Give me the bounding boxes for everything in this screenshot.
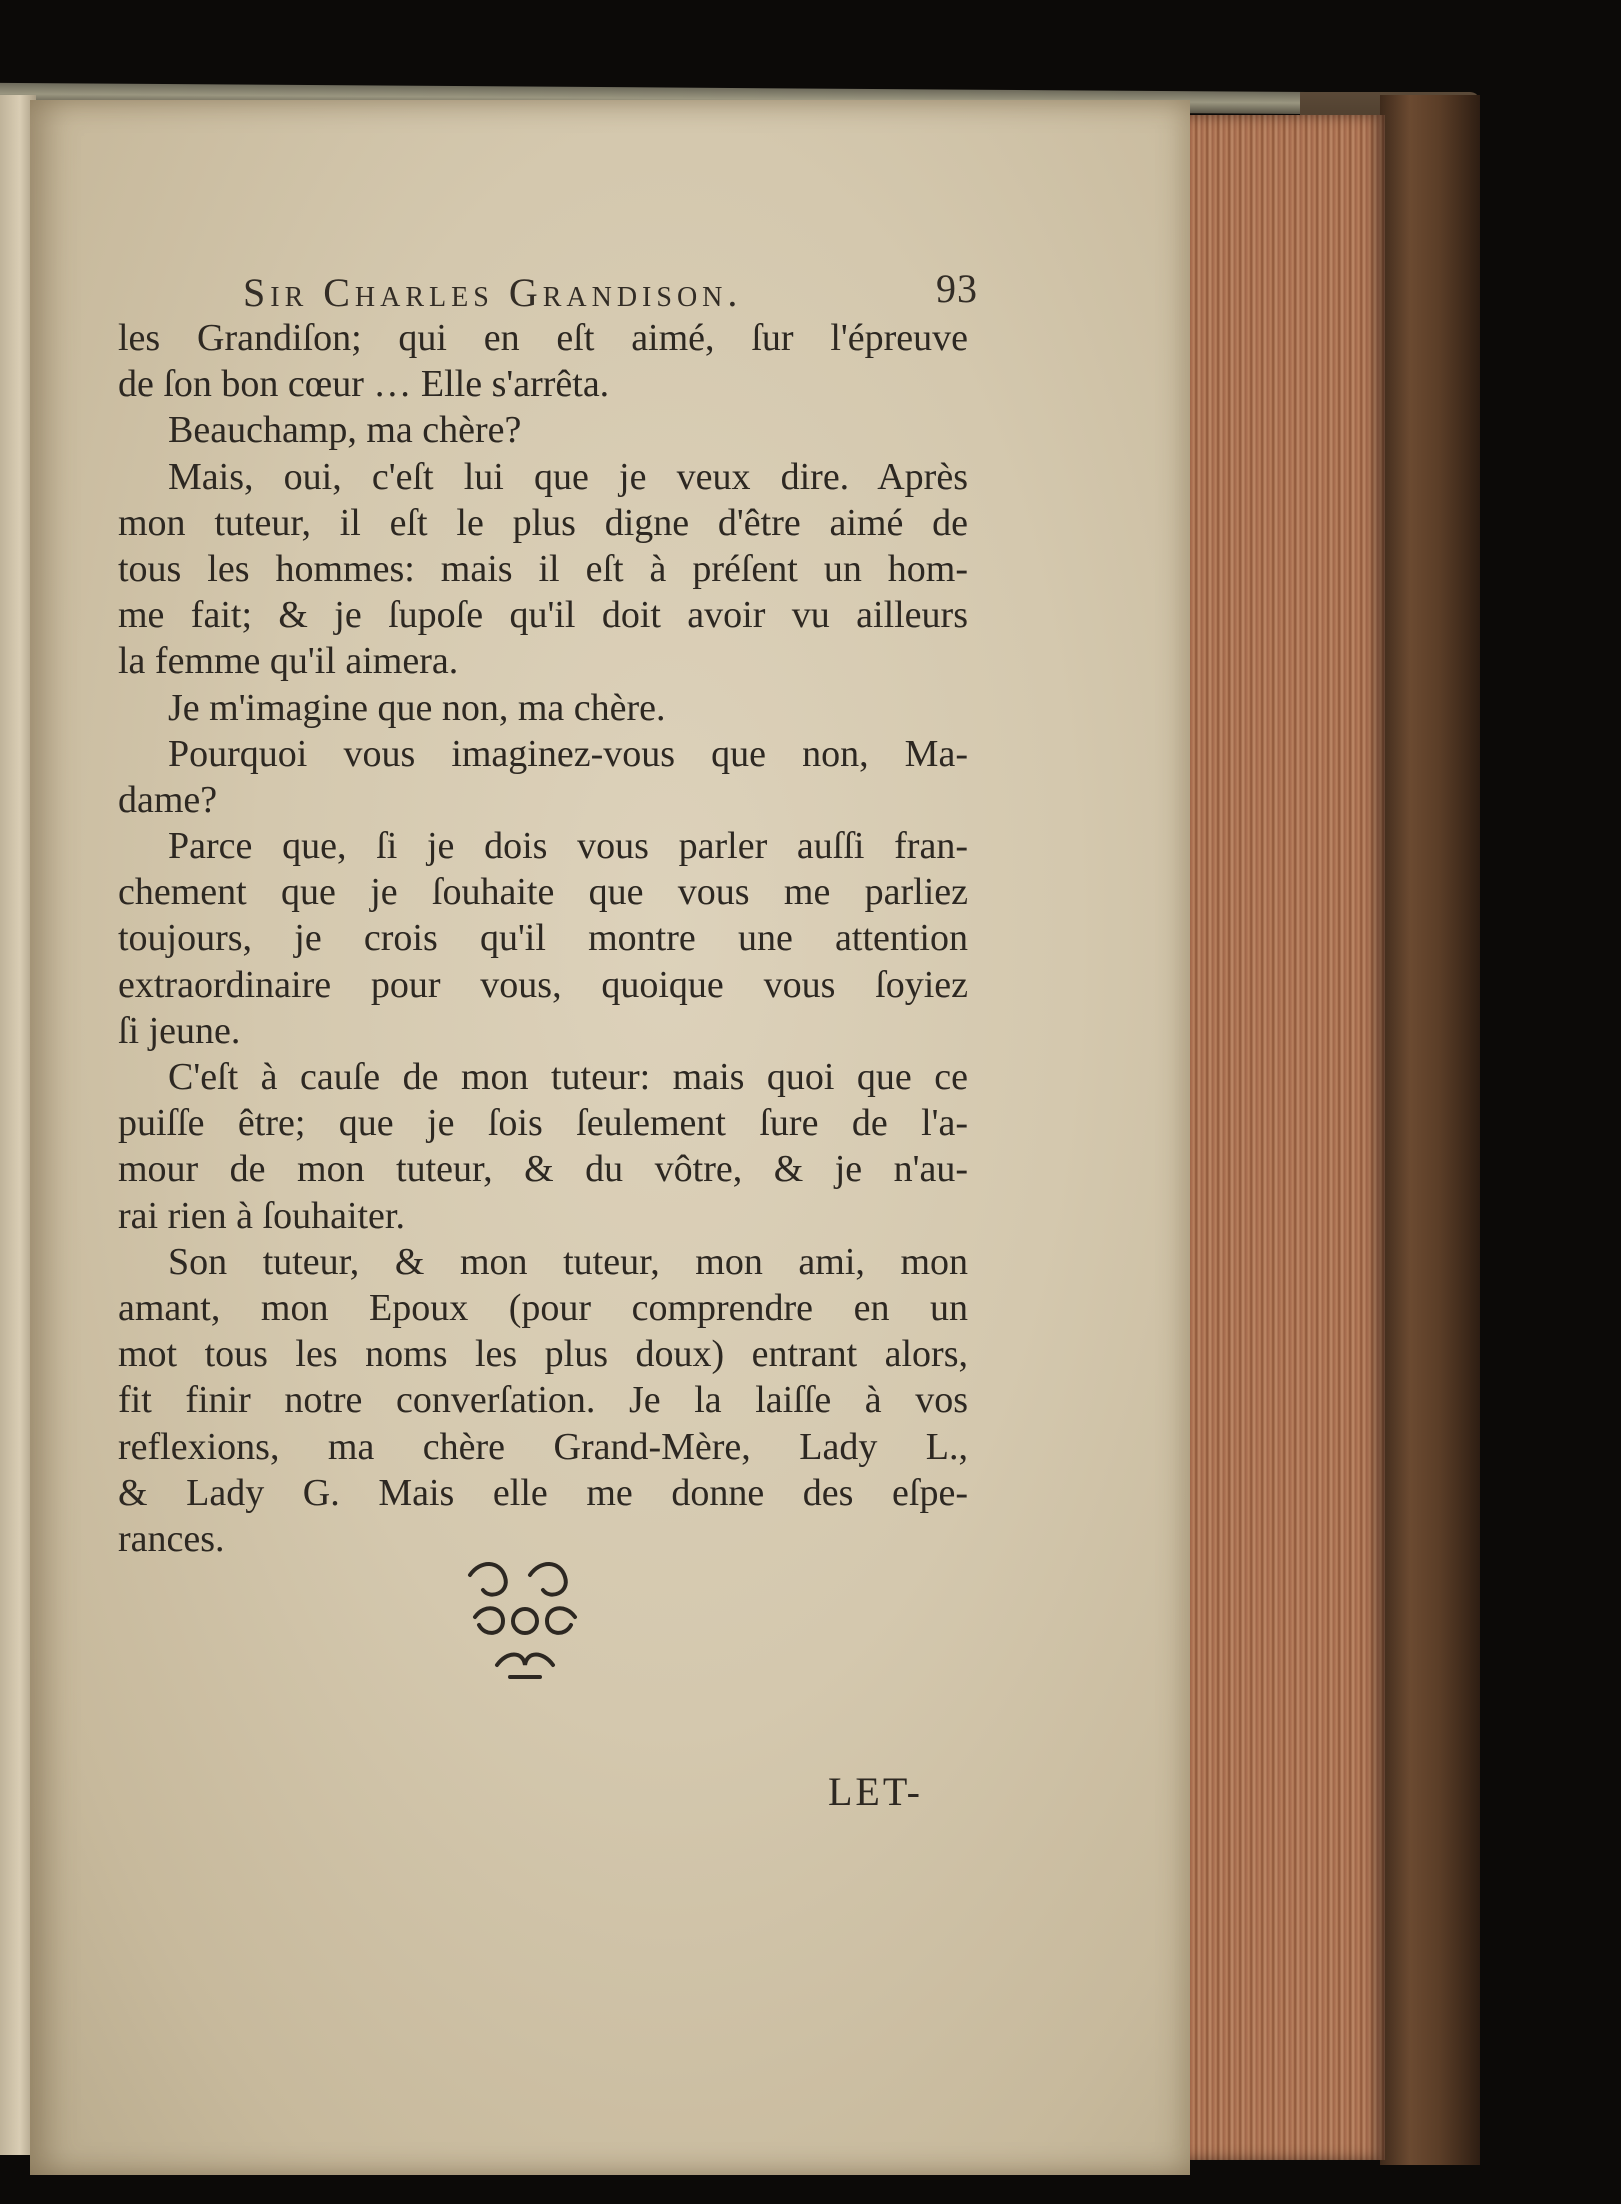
running-title: Sir Charles Grandison. (243, 270, 743, 315)
page-fore-edge (1180, 115, 1385, 2160)
text-line: reflexions, ma chère Grand-Mère, Lady L., (118, 1425, 968, 1468)
text-line: C'eſt à cauſe de mon tuteur: mais quoi que ce (168, 1056, 968, 1098)
text-line: me fait; & je ſupoſe qu'il doit avoir vu ailleurs (118, 594, 968, 637)
text-line: Pourquoi vous imaginez-vous que non, Ma- (168, 732, 968, 775)
text-line: mon tuteur, il eſt le plus digne d'être aimé de (118, 501, 968, 544)
running-header (118, 255, 978, 315)
text-line: la femme qu'il aimera. (118, 640, 459, 683)
text-line: Mais, oui, c'eſt lui que je veux dire. Après (168, 455, 968, 498)
text-line: les Grandiſon; qui en eſt aimé, ſur l'épreuve (118, 317, 968, 359)
page-text (118, 255, 978, 1562)
page-number: 93 (936, 266, 978, 311)
text-line: Je m'imagine que non, ma chère. (168, 686, 666, 729)
text-line: toujours, je crois qu'il montre une attention (118, 917, 968, 960)
text-line: & Lady G. Mais elle me donne des eſpe- (118, 1471, 968, 1514)
text-line: dame? (118, 778, 218, 821)
leather-cover (1380, 95, 1480, 2165)
text-line: ſi jeune. (118, 1009, 241, 1052)
text-line: chement que je ſouhaite que vous me parliez (118, 871, 968, 914)
text-line: extraordinaire pour vous, quoique vous ſoyiez (118, 963, 968, 1006)
printer-ornament-icon (455, 1555, 595, 1695)
text-line: Son tuteur, & mon tuteur, mon ami, mon (168, 1240, 968, 1283)
text-line: tous les hommes: mais il eſt à préſent un hom- (118, 547, 968, 590)
text-line: Beauchamp, ma chère? (168, 409, 522, 452)
text-line: mour de mon tuteur, & du vôtre, & je n'au- (118, 1148, 968, 1191)
text-line: de ſon bon cœur … Elle s'arrêta. (118, 363, 610, 406)
text-line: rai rien à ſouhaiter. (118, 1194, 405, 1237)
text-line: fit finir notre converſation. Je la laiſſe à vos (118, 1379, 968, 1422)
text-line: Parce que, ſi je dois vous parler auſſi fran- (168, 825, 968, 868)
catchword: LET- (828, 1769, 923, 1814)
text-line: mot tous les noms les plus doux) entrant alors, (118, 1333, 968, 1376)
text-line: puiſſe être; que je ſois ſeulement ſure de l'a- (118, 1102, 968, 1145)
text-line: amant, mon Epoux (pour comprendre en un (118, 1286, 968, 1329)
text-line: rances. (118, 1517, 225, 1560)
